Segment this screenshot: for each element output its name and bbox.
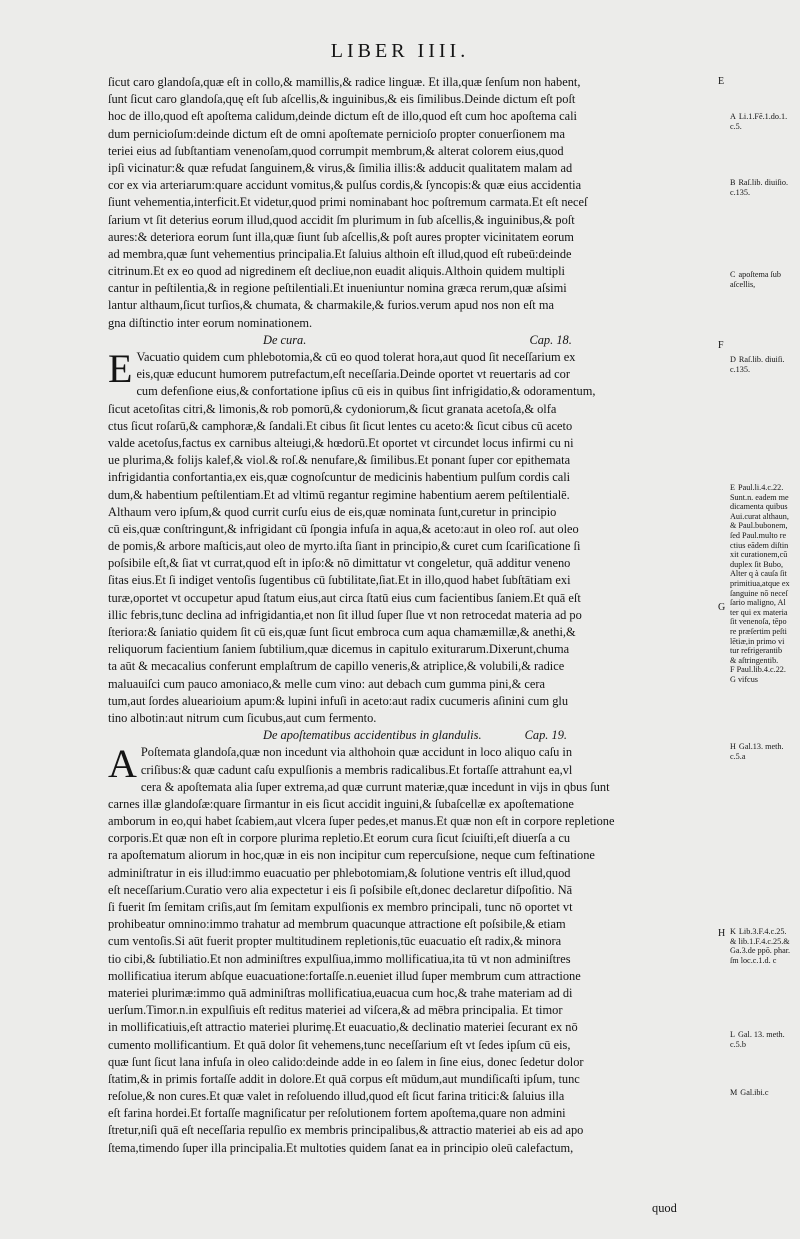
margin-note-letter: B: [730, 178, 736, 187]
margin-letter: G: [718, 602, 726, 613]
margin-note-letter: E: [730, 483, 736, 492]
margin-note-line: ſanguine nō neceſ: [730, 588, 788, 598]
margin-note-letter: L: [730, 1030, 736, 1039]
margin-note-line: c.135.: [730, 364, 751, 374]
text-line: ipſi vicinatur:& quæ refudat ſanguinem,& virus,& ſimilia illis:& adducit qualitatem malam ad: [108, 160, 573, 175]
margin-note: [730, 1030, 796, 1049]
margin-letter: H: [718, 928, 726, 939]
margin-note-line: & aſtringentib.: [730, 655, 779, 665]
margin-note-letter: M: [730, 1088, 738, 1097]
text-line: tum,aut ſordes aluearioium apum:& lupini infuſi in aceto:aut radix cucumeris aſinini cum glu: [108, 693, 569, 708]
margin-note-line: Gal.ibi.c: [740, 1088, 769, 1097]
text-line: in mollificatiuis,eſt attractio materiei plurimę.Et euacuatio,& declinatio materiei ſecurant ex nō: [108, 1020, 578, 1035]
text-line: cumento mollificantium. Et quā dolor ſit vehemens,tunc neceſſarium eſt vt ſedes ipſum cū eis,: [108, 1037, 571, 1052]
section-title: De cura.: [263, 332, 307, 347]
text-line: aures:& deteriora eorum ſunt illa,quæ ſiunt ſub aſcellis,& poſt aures propter vicinitatem eorum: [108, 229, 574, 244]
text-line: ad membra,quæ ſunt vehementius principalia.Et ſaluius althoin eſt illud,quod eſt rubeū:deinde: [108, 246, 572, 261]
text-line: uerſum.Timor.n.in expulſiuis eſt reditus materiei ad viſcera,& ad mēbra principalia. Et timor: [108, 1003, 563, 1018]
margin-note: [730, 355, 796, 374]
margin-note-line: xit curationem,cū: [730, 550, 788, 560]
text-line: infrigidantia confortantia,ex eis,quæ cognoſcuntur de medicinis habentium pulſum cordis cali: [108, 470, 571, 485]
text-line: cantur in peſtilentia,& in regione peſtilentiali.Et inueniuntur nomina græca rerum,quæ aſsimi: [108, 281, 567, 296]
text-line: ſicut caro glandoſa,quæ eſt in collo,& mamillis,& radice linguæ. Et illa,quæ ſenſum non habent,: [108, 75, 581, 89]
margin-note-line: tur refrigerantib: [730, 646, 783, 656]
text-line: gna diſtinctio inter eorum nominationem.: [108, 315, 313, 330]
text-line: dum pernicioſum:deinde dictum eſt de omni apoſtemate pernicioſo propter conuerſionem ma: [108, 126, 565, 141]
text-line: ue plurima,& folijs kalef,& viol.& roſ.& nenufare,& ſimilibus.Et ponant ſuper cor epithemata: [108, 453, 571, 468]
margin-note-line: Raſ.lib. diuiſi.: [738, 355, 785, 364]
margin-note-line: Li.1.Fē.1.do.1.: [738, 112, 788, 121]
text-line: turæ,oportet vt occupetur apud ſtatum eius,aut circa ſtatū eius cum facientibus ſaniem.Et quā eſt: [108, 590, 581, 605]
margin-note-line: ter qui ex materia: [730, 607, 788, 617]
text-line: Poſtemata glandoſa,quæ non incedunt via althohoin quæ accidunt in loco aliquo caſu in: [140, 745, 573, 760]
margin-letter: F: [718, 340, 724, 351]
margin-note: [730, 483, 796, 684]
text-line: ſteriora:& ſaniatio quidem ſit cū eis,quæ ſunt ſicut embroca cum aqua chamæmillæ,& anethi,&: [108, 625, 576, 639]
margin-note-line: c.5.a: [730, 751, 746, 761]
margin-note-line: G vifcus: [730, 674, 758, 684]
text-line: citrinum.Et ex eo quod ad nigredinem eſt decliue,non euadit aliquis.Althoin quidem multipli: [108, 264, 565, 279]
section-title: De apoſtematibus accidentibus in glandulis.: [263, 728, 482, 743]
chapter-number: Cap. 18.: [529, 332, 572, 347]
text-line: ctus ſicut roſarū,& camphoræ,& ſandali.Et cibus ſit ſicut lentes cu aceto:& ſicut cibus cū aceto: [108, 418, 573, 433]
margin-note-line: & Paul.bubonem,: [730, 521, 788, 531]
margin-note-line: Gal. 13. meth.: [738, 1030, 785, 1039]
catchword: quod: [652, 1201, 677, 1215]
text-line: teriei eius ad ſubſtantiam venenoſam,quod corrumpit membrum,& alterat colorem eius,quod: [108, 143, 564, 158]
text-line: poſsibile eſt,& ſiat vt currat,quod eſt in ipſo:& nō dimittatur vt congeletur, quā additur veneno: [108, 556, 571, 571]
margin-note-line: re præſertim peſti: [730, 626, 787, 636]
margin-note-line: Aui.curat althaun,: [730, 511, 789, 521]
margin-note-line: ſm loc.c.1.d. c: [730, 955, 777, 965]
chapter-number: Cap. 19.: [524, 728, 567, 743]
chapter-18-lines: [108, 346, 720, 727]
text-line: lantur althaum,ſicut turſios,& chumata, & charmakile,& furios.verum apud nos non eſt ma: [108, 298, 554, 313]
text-line: cor ex via arteriarum:quare accidunt vomitus,& pulſus cordis,& ſyncopis:& quæ eius accidentia: [108, 178, 582, 193]
margin-note: [730, 1088, 796, 1098]
margin-note-letter: C: [730, 270, 736, 279]
text-line: reſolue,& non cures.Et quæ valet in reſoluendo illud,quod eſt ſicut farina tritici:& ſaluius illa: [108, 1089, 565, 1104]
section-heading-de-cura: [108, 332, 720, 349]
margin-note-line: dicamenta quibus: [730, 502, 788, 512]
margin-letter: E: [718, 76, 725, 87]
text-line: Vacuatio quidem cum phlebotomia,& cū eo quod tolerat hora,aut quod ſit neceſſarium ex: [136, 350, 576, 364]
margin-note-line: Lib.3.F.4.c.25.: [738, 927, 787, 936]
running-header: LIBER IIII.: [330, 40, 470, 62]
text-line: ſiunt vehementia,interficit.Et videtur,quod primi nominabant hoc poſtremum carmata.Et eſt neceſ: [108, 195, 588, 210]
text-line: quæ ſunt ſicut lana infuſa in oleo calido:deinde adde in eo ſalem in ſine eius, donec ſedetur dolor: [108, 1054, 584, 1069]
section-heading-glandulis: [108, 727, 720, 744]
margin-note-line: Alter q à cauſa ſit: [730, 569, 787, 579]
text-line: reliquorum facientium ſaniem ſubtilium,quæ dicemus in capitulo exiturarum.Dixerunt,chuma: [108, 642, 570, 657]
margin-note: [730, 112, 796, 131]
margin-note-line: & lib.1.F.4.c.25.&: [730, 936, 790, 946]
margin-note-line: ctius eādem diſtin: [730, 540, 789, 550]
text-line: ſtatim,& in primis fortaſſe addit in dolore.Et quā corpus eſt mūdum,aut mundiſicaſti ipſum, tunc: [108, 1071, 580, 1086]
text-line: Althaum vero ipſum,& quod currit curſu eius de eis,quæ nominata ſunt,curetur in principio: [108, 504, 557, 519]
text-line: corporis.Et quæ non eſt in corpore plurima repletio.Et eorum cura ſicut ſciuiſti,eſt diuerſa a cu: [108, 831, 571, 846]
text-line: hoc de illo,quod eſt apoſtema calidum,deinde dictum eſt de illo,quod eſt cum hoc apoſtema cali: [108, 109, 577, 124]
text-line: cum defenſione eius,& confortatione ipſius cū eis in quibus ſint infrigidatio,& odoramentum,: [136, 384, 596, 399]
text-line: ſicut acetoſitas citri,& limonis,& rob pomorū,& cydoniorum,& ſicut granata acetoſa,& olfa: [108, 401, 557, 416]
text-line: tino albotin:aut nitrum cum ſicubus,aut cum fermento.: [108, 710, 377, 725]
margin-note-line: lētiæ,in primo vi: [730, 636, 785, 646]
paragraph-chapter-19: [108, 741, 720, 1157]
margin-note-line: ſit venenoſa, tēpo: [730, 617, 787, 627]
text-line: illic febris,tunc declina ad infrigidantia,et non ſit illud ſuper ſlue vt non retrocedat materia ad po: [108, 607, 582, 622]
margin-note-line: primitiua,atque ex: [730, 578, 790, 588]
text-line: ra apoſtematum aliorum in hoc,quæ in eis non incipitur cum repercuſsione, neque cum feſtinatione: [108, 848, 595, 863]
text-line: adminiſtratur in eis illud:immo euacuatio per phlebotomiam,& ſolutione ventris eſt illud,quod: [108, 865, 571, 880]
margin-note-line: ſed Paul.multo re: [730, 530, 787, 540]
text-line: ſarium vt ſit deterius eorum illud,quod accidit ſm plurimum in ſub aſcellis,& inguinibus,& poſt: [108, 212, 575, 227]
text-line: de pomis,& arbore maſticis,aut oleo de myrto.iſta ſiant in principio,& curet cum ſcariſicatione ſi: [108, 539, 581, 554]
text-line: tio cibi,& ſubtiliatio.Et non adminiſtres expulſiua,immo mollificatiua,ita tū vt non adminiſtres: [108, 951, 571, 966]
text-line: eſt farina hordei.Et fortaſſe magniſicatur per reſolutionem fortem apoſtema,quare non admini: [108, 1106, 566, 1121]
margin-note-line: ſario maligno, Al: [730, 598, 786, 608]
margin-note-line: apoſtema ſub: [738, 270, 781, 279]
margin-note-letter: D: [730, 355, 736, 364]
text-line: maluauiſci cum pauco amoniaco,& melle cum vino: aut debach cum gumma pini,& cera: [108, 676, 545, 691]
text-line: cum ventoſis.Si aūt fuerit propter multitudinem repletionis,tūc euacuatio eſt radix,& minora: [108, 934, 562, 949]
margin-note-line: Ga.3.de ppō. phar.: [730, 946, 791, 956]
margin-note-line: F Paul.lib.4.c.22.: [730, 665, 786, 675]
paragraph-chapter-18: [108, 346, 720, 727]
margin-note-letter: A: [730, 112, 736, 121]
margin-note-line: duplex ſit Bubo,: [730, 559, 783, 569]
text-line: eſt neceſſarium.Curatio vero alia expectetur i eis ſi poſsibile eſt,donec declaretur diſpoſitio. Nā: [108, 882, 573, 897]
text-line: dum,& habentium peſtilentiam.Et ad vltimū regantur regimine habentium aerem peſtilentialē.: [108, 487, 570, 502]
text-line: criſibus:& quæ cadunt caſu expulſionis a membris radicalibus.Et fortaſſe attrahunt ea,vl: [140, 762, 573, 777]
margin-note-line: c.5.: [730, 121, 742, 131]
text-line: amborum in eo,qui habet ſcabiem,aut vlcera ſuper pedes,et manus.Et quæ non eſt in corpore repletione: [108, 814, 615, 829]
margin-note: [730, 927, 796, 965]
margin-note-line: Sunt.n. eadem me: [730, 492, 789, 502]
text-line: ſi fuerit ſm ſemitam criſis,aut ſm ſemitam expulſionis ex membro principali, tunc nō oportet vt: [108, 900, 573, 914]
margin-note-line: Raſ.lib. diuiſio.: [738, 178, 789, 187]
margin-note-line: c.135.: [730, 187, 751, 197]
drop-capital: E: [108, 346, 133, 391]
main-text-block: [108, 74, 720, 1157]
margin-note: [730, 270, 796, 289]
margin-note-line: Paul.li.4.c.22.: [738, 483, 784, 492]
margin-note: [730, 742, 796, 761]
text-line: cera & apoſtemata alia ſuper extrema,ad quæ currunt materiæ,quæ incedunt in vijs in qbus ſunt: [140, 779, 610, 794]
text-line: carnes illæ glandoſæ:quare ſirmantur in eis ſicut accidit inguini,& ſubaſcellæ ex apoſtematione: [108, 796, 574, 811]
text-line: valde acetoſus,factus ex carnibus alteiugi,& hœdorū.Et oportet vt circundet locus infirmi cu ni: [108, 435, 574, 450]
margin-note-letter: H: [730, 742, 736, 751]
text-line: ſtema,timendo ſuper illa principalia.Et multoties quidem ſanat ea in principio oleū calefactum,: [108, 1140, 574, 1155]
text-line: prohibeatur omnino:immo trahatur ad membrum quacunque attractione eſt poſsibile,& etiam: [108, 917, 566, 932]
text-line: ta aūt & mecacalius conferunt emplaſtrum de capillo veneris,& atriplice,& volubili,& radice: [108, 659, 565, 674]
text-line: cū eis,quæ conſtringunt,& infrigidant cū ſpongia infuſa in aqua,& aceto:aut in oleo roſ. aut oleo: [108, 521, 579, 536]
text-line: eis,quæ educunt humorem putrefactum,eſt neceſſaria.Deinde oportet vt reuertaris ad cor: [136, 367, 570, 382]
margin-note-line: c.5.b: [730, 1039, 746, 1049]
text-line: materiei plurimæ:immo quā adminiſtras mollificatiua,euacua cum hoc,& trahe materiam ad di: [108, 985, 573, 1000]
margin-note-letter: K: [730, 927, 736, 936]
drop-capital: A: [108, 741, 137, 787]
paragraph-intro: [108, 74, 720, 332]
text-line: ſtretur,niſi quā eſt neceſſaria repulſio ex membris principalibus,& attractio materiei ab eis ad apo: [108, 1123, 584, 1138]
margin-note: [730, 178, 796, 197]
margin-note-line: Gal.13. meth.: [738, 742, 784, 751]
text-line: ſunt ſicut caro glandoſa,quę eſt ſub aſcellis,& inguinibus,& eis ſimilibus.Deinde dictum eſt poſt: [108, 92, 576, 107]
text-line: mollificatiua iterum abſque euacuatione:fortaſſe.n.eueniet illud ſuper membrum cum attractione: [108, 968, 581, 983]
chapter-19-lines: [108, 741, 720, 1157]
text-line: ſitas eius.Et ſi indiget ventoſis ſugentibus cū ſubtilitate,ſiat.Et in illo,quod habet ſubſtātiam exi: [108, 573, 571, 588]
margin-note-line: aſcellis,: [730, 279, 756, 289]
